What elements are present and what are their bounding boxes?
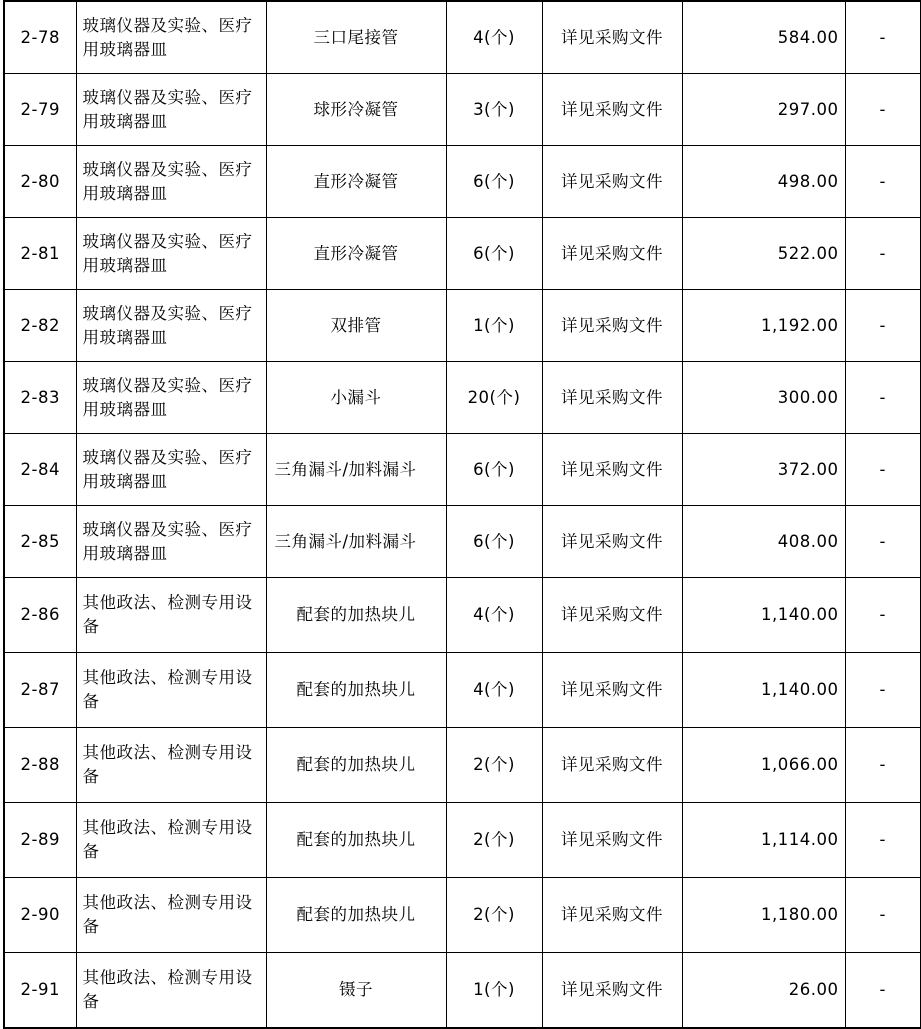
row-quantity: 6(个) [446, 218, 542, 290]
row-price: 1,114.00 [682, 803, 845, 878]
row-remark: - [845, 1, 921, 74]
row-quantity: 4(个) [446, 578, 542, 653]
row-number: 2-78 [4, 1, 76, 74]
row-item-name: 三角漏斗/加料漏斗 [266, 506, 446, 578]
row-price: 300.00 [682, 362, 845, 434]
row-number: 2-91 [4, 953, 76, 1029]
row-quantity: 1(个) [446, 953, 542, 1029]
row-remark: - [845, 434, 921, 506]
row-spec: 详见采购文件 [542, 290, 682, 362]
table-row [4, 803, 921, 878]
row-item-name: 配套的加热块儿 [266, 803, 446, 878]
row-spec: 详见采购文件 [542, 953, 682, 1029]
row-spec: 详见采购文件 [542, 653, 682, 728]
row-category: 玻璃仪器及实验、医疗用玻璃器皿 [76, 362, 266, 434]
row-quantity: 4(个) [446, 1, 542, 74]
table-row [4, 218, 921, 290]
row-remark: - [845, 290, 921, 362]
row-price: 297.00 [682, 74, 845, 146]
row-quantity: 2(个) [446, 803, 542, 878]
table-row [4, 1, 921, 74]
row-price: 1,066.00 [682, 728, 845, 803]
row-spec: 详见采购文件 [542, 1, 682, 74]
row-item-name: 配套的加热块儿 [266, 728, 446, 803]
row-quantity: 1(个) [446, 290, 542, 362]
row-price: 584.00 [682, 1, 845, 74]
row-quantity: 20(个) [446, 362, 542, 434]
row-number: 2-84 [4, 434, 76, 506]
row-price: 1,140.00 [682, 653, 845, 728]
row-price: 372.00 [682, 434, 845, 506]
row-category: 玻璃仪器及实验、医疗用玻璃器皿 [76, 506, 266, 578]
row-item-name: 小漏斗 [266, 362, 446, 434]
table-row [4, 434, 921, 506]
table-row [4, 878, 921, 953]
row-price: 498.00 [682, 146, 845, 218]
row-remark: - [845, 728, 921, 803]
row-number: 2-79 [4, 74, 76, 146]
row-remark: - [845, 146, 921, 218]
row-quantity: 3(个) [446, 74, 542, 146]
row-price: 1,192.00 [682, 290, 845, 362]
row-number: 2-81 [4, 218, 76, 290]
row-category: 其他政法、检测专用设备 [76, 728, 266, 803]
row-number: 2-86 [4, 578, 76, 653]
row-remark: - [845, 362, 921, 434]
row-category: 玻璃仪器及实验、医疗用玻璃器皿 [76, 218, 266, 290]
row-remark: - [845, 878, 921, 953]
row-item-name: 球形冷凝管 [266, 74, 446, 146]
row-spec: 详见采购文件 [542, 74, 682, 146]
procurement-item-table [3, 0, 921, 1029]
row-item-name: 直形冷凝管 [266, 218, 446, 290]
table-row [4, 74, 921, 146]
row-remark: - [845, 578, 921, 653]
row-spec: 详见采购文件 [542, 878, 682, 953]
table-row [4, 290, 921, 362]
row-item-name: 双排管 [266, 290, 446, 362]
row-spec: 详见采购文件 [542, 578, 682, 653]
row-price: 408.00 [682, 506, 845, 578]
row-item-name: 镊子 [266, 953, 446, 1029]
row-number: 2-85 [4, 506, 76, 578]
row-number: 2-90 [4, 878, 76, 953]
row-item-name: 配套的加热块儿 [266, 878, 446, 953]
row-item-name: 配套的加热块儿 [266, 578, 446, 653]
row-quantity: 2(个) [446, 878, 542, 953]
row-quantity: 6(个) [446, 506, 542, 578]
row-category: 玻璃仪器及实验、医疗用玻璃器皿 [76, 74, 266, 146]
row-category: 玻璃仪器及实验、医疗用玻璃器皿 [76, 146, 266, 218]
row-category: 玻璃仪器及实验、医疗用玻璃器皿 [76, 1, 266, 74]
row-number: 2-87 [4, 653, 76, 728]
row-quantity: 6(个) [446, 146, 542, 218]
row-number: 2-88 [4, 728, 76, 803]
table-row [4, 506, 921, 578]
row-category: 其他政法、检测专用设备 [76, 803, 266, 878]
row-quantity: 4(个) [446, 653, 542, 728]
row-price: 1,140.00 [682, 578, 845, 653]
row-price: 1,180.00 [682, 878, 845, 953]
row-number: 2-89 [4, 803, 76, 878]
row-number: 2-80 [4, 146, 76, 218]
row-number: 2-82 [4, 290, 76, 362]
row-category: 其他政法、检测专用设备 [76, 578, 266, 653]
row-category: 其他政法、检测专用设备 [76, 953, 266, 1029]
row-spec: 详见采购文件 [542, 146, 682, 218]
row-spec: 详见采购文件 [542, 803, 682, 878]
row-category: 其他政法、检测专用设备 [76, 653, 266, 728]
row-price: 522.00 [682, 218, 845, 290]
table-row [4, 362, 921, 434]
row-spec: 详见采购文件 [542, 434, 682, 506]
row-category: 玻璃仪器及实验、医疗用玻璃器皿 [76, 290, 266, 362]
table-row [4, 653, 921, 728]
table-row [4, 146, 921, 218]
row-quantity: 2(个) [446, 728, 542, 803]
row-number: 2-83 [4, 362, 76, 434]
row-category: 其他政法、检测专用设备 [76, 878, 266, 953]
row-spec: 详见采购文件 [542, 362, 682, 434]
row-quantity: 6(个) [446, 434, 542, 506]
table-body [4, 1, 921, 1028]
row-item-name: 三角漏斗/加料漏斗 [266, 434, 446, 506]
table-row [4, 953, 921, 1029]
row-item-name: 直形冷凝管 [266, 146, 446, 218]
row-remark: - [845, 506, 921, 578]
row-category: 玻璃仪器及实验、医疗用玻璃器皿 [76, 434, 266, 506]
row-remark: - [845, 218, 921, 290]
row-remark: - [845, 803, 921, 878]
table-row [4, 728, 921, 803]
row-item-name: 配套的加热块儿 [266, 653, 446, 728]
row-item-name: 三口尾接管 [266, 1, 446, 74]
row-remark: - [845, 953, 921, 1029]
row-spec: 详见采购文件 [542, 506, 682, 578]
row-remark: - [845, 653, 921, 728]
row-spec: 详见采购文件 [542, 218, 682, 290]
row-spec: 详见采购文件 [542, 728, 682, 803]
row-remark: - [845, 74, 921, 146]
row-price: 26.00 [682, 953, 845, 1029]
table-row [4, 578, 921, 653]
